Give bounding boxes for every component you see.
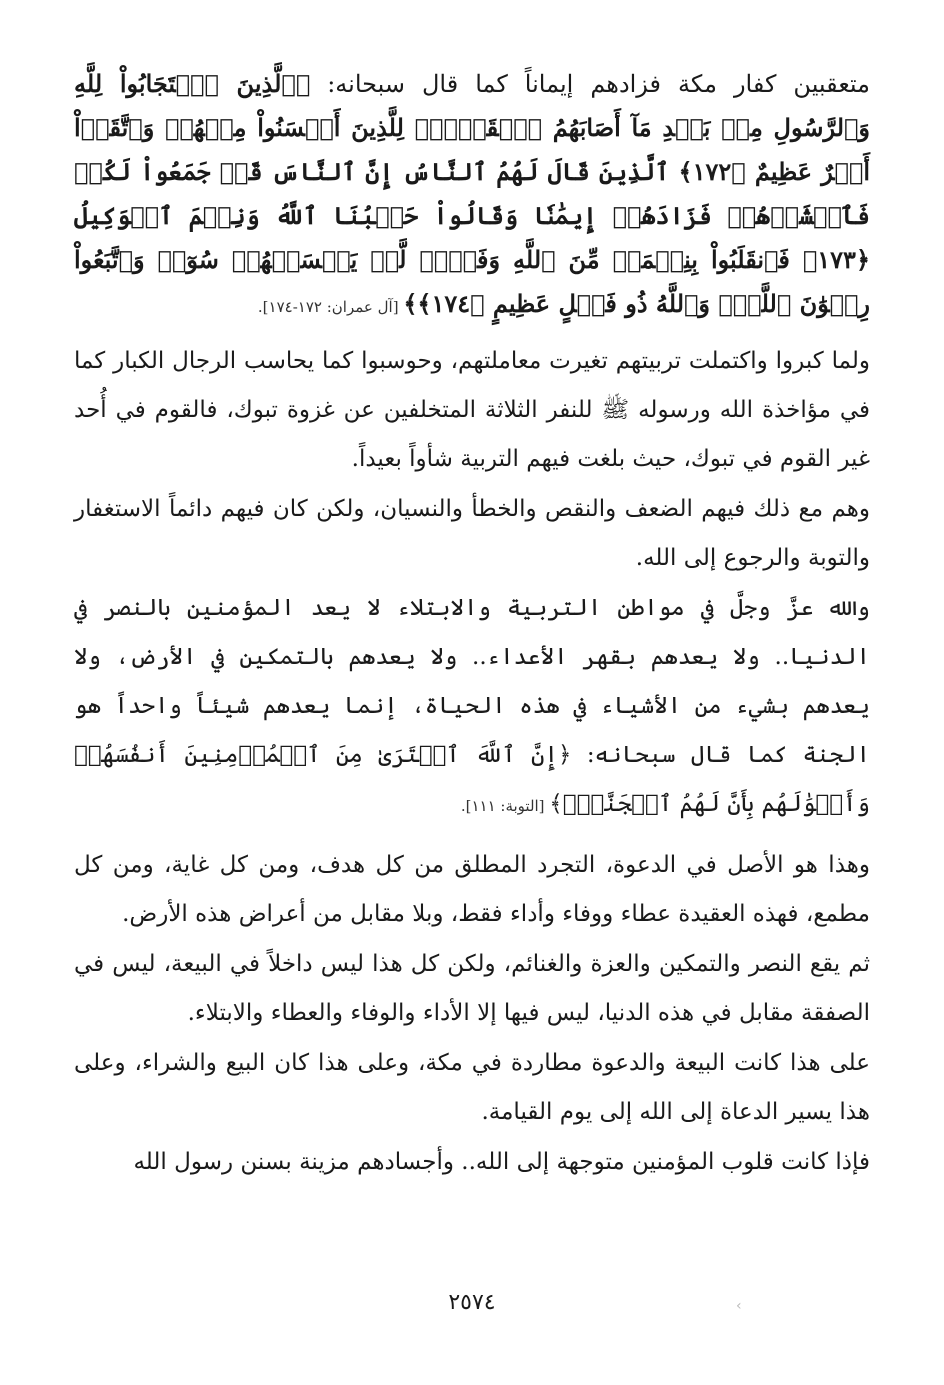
paragraph-1-intro: متعقبين كفار مكة فزادهم إيماناً كما قال سبحانه: — [310, 70, 870, 98]
paragraph-4 — [74, 584, 870, 831]
verse-reference-al-imran: [آل عمران: ١٧٢-١٧٤]. — [257, 298, 404, 316]
paragraph-3: وهم مع ذلك فيهم الضعف والنقص والخطأ والنسيان، ولكن كان فيهم دائماً الاستغفار والتوبة والرجوع إلى الله. — [74, 496, 870, 571]
paragraph-5: وهذا هو الأصل في الدعوة، التجرد المطلق من كل هدف، ومن كل غاية، ومن كل مطمع، فهذه العقيدة عطاء ووفاء وأداء فقط، وبلا مقابل من أعراض هذه الأرض. — [74, 852, 870, 927]
paragraph-6: ثم يقع النصر والتمكين والعزة والغنائم، ولكن كل هذا ليس داخلاً في البيعة، ليس في الصفقة مقابل في هذه الدنيا، ليس فيها إلا الأداء والوفاء والعطاء والابتلاء. — [74, 951, 870, 1026]
page-body — [74, 62, 870, 1188]
quran-verse-al-imran: ﴿ٱلَّذِينَ ٱسۡتَجَابُواْ لِلَّهِ وَٱلرَّسُولِ مِنۢ بَعۡدِ مَآ أَصَابَهُمُ ٱلۡقَرۡحُۚ لِلَّذِينَ أَحۡسَنُواْ مِنۡهُمۡ وَٱتَّقَوۡاْ أَجۡرٌ عَظِيمٌ ﴿١٧٢﴾ ٱلَّذِينَ قَالَ لَهُمُ ٱلنَّاسُ إِنَّ ٱلنَّاسَ قَدۡ جَمَعُواْ لَكُمۡ فَٱخۡشَوۡهُمۡ فَزَادَهُمۡ إِيمَٰنٗا وَقَالُواْ حَسۡبُنَا ٱللَّهُ وَنِعۡمَ ٱلۡوَكِيلُ ﴿١٧٣﴾ فَٱنقَلَبُواْ بِنِعۡمَةٖ مِّنَ ٱللَّهِ وَفَضۡلٖ لَّمۡ يَمۡسَسۡهُمۡ سُوٓءٞ وَٱتَّبَعُواْ رِضۡوَٰنَ ٱللَّهِۗ وَٱللَّهُ ذُو فَضۡلٍ عَظِيمٍ ﴿١٧٤﴾﴾ — [74, 69, 871, 318]
paragraph-8: فإذا كانت قلوب المؤمنين متوجهة إلى الله.. وأجسادهم مزينة بسنن رسول الله — [133, 1149, 870, 1175]
verse-reference-at-tawba: [التوبة: ١١١]. — [460, 797, 550, 815]
page-number: ٢٥٧٤ — [448, 1290, 496, 1315]
paragraph-1 — [74, 62, 870, 329]
quran-verse-at-tawba: ﴿إِنَّ ٱللَّهَ ٱشۡتَرَىٰ مِنَ ٱلۡمُؤۡمِنِينَ أَنفُسَهُمۡ وَأَمۡوَٰلَهُم بِأَنَّ لَهُمُ ٱلۡجَنَّةَۚ﴾ — [74, 742, 870, 817]
paragraph-4-intro: والله عزَّ وجلَّ في مواطن التربية والابتلاء لا يعد المؤمنين بالنصر في الدنيا.. ولا يعدهم بقهر الأعداء.. ولا يعدهم بالتمكين في الأرض، ولا يعدهم بشيء من الأشياء في هذه الحياة، إنما يعدهم شيئاً واحداً هو الجنة كما قال سبحانه: — [74, 595, 870, 768]
paragraph-2: ولما كبروا واكتملت تربيتهم تغيرت معاملتهم، وحوسبوا كما يحاسب الرجال الكبار كما في مؤاخذة الله ورسوله ﷺ للنفر الثلاثة المتخلفين عن غزوة تبوك، فالقوم في أُحد غير القوم في تبوك، حيث بلغت فيهم التربية شأواً بعيداً. — [74, 348, 870, 472]
margin-mark: ‹ — [736, 1298, 742, 1314]
paragraph-7: على هذا كانت البيعة والدعوة مطاردة في مكة، وعلى هذا كان البيع والشراء، وعلى هذا يسير الدعاة إلى الله إلى يوم القيامة. — [74, 1050, 870, 1125]
